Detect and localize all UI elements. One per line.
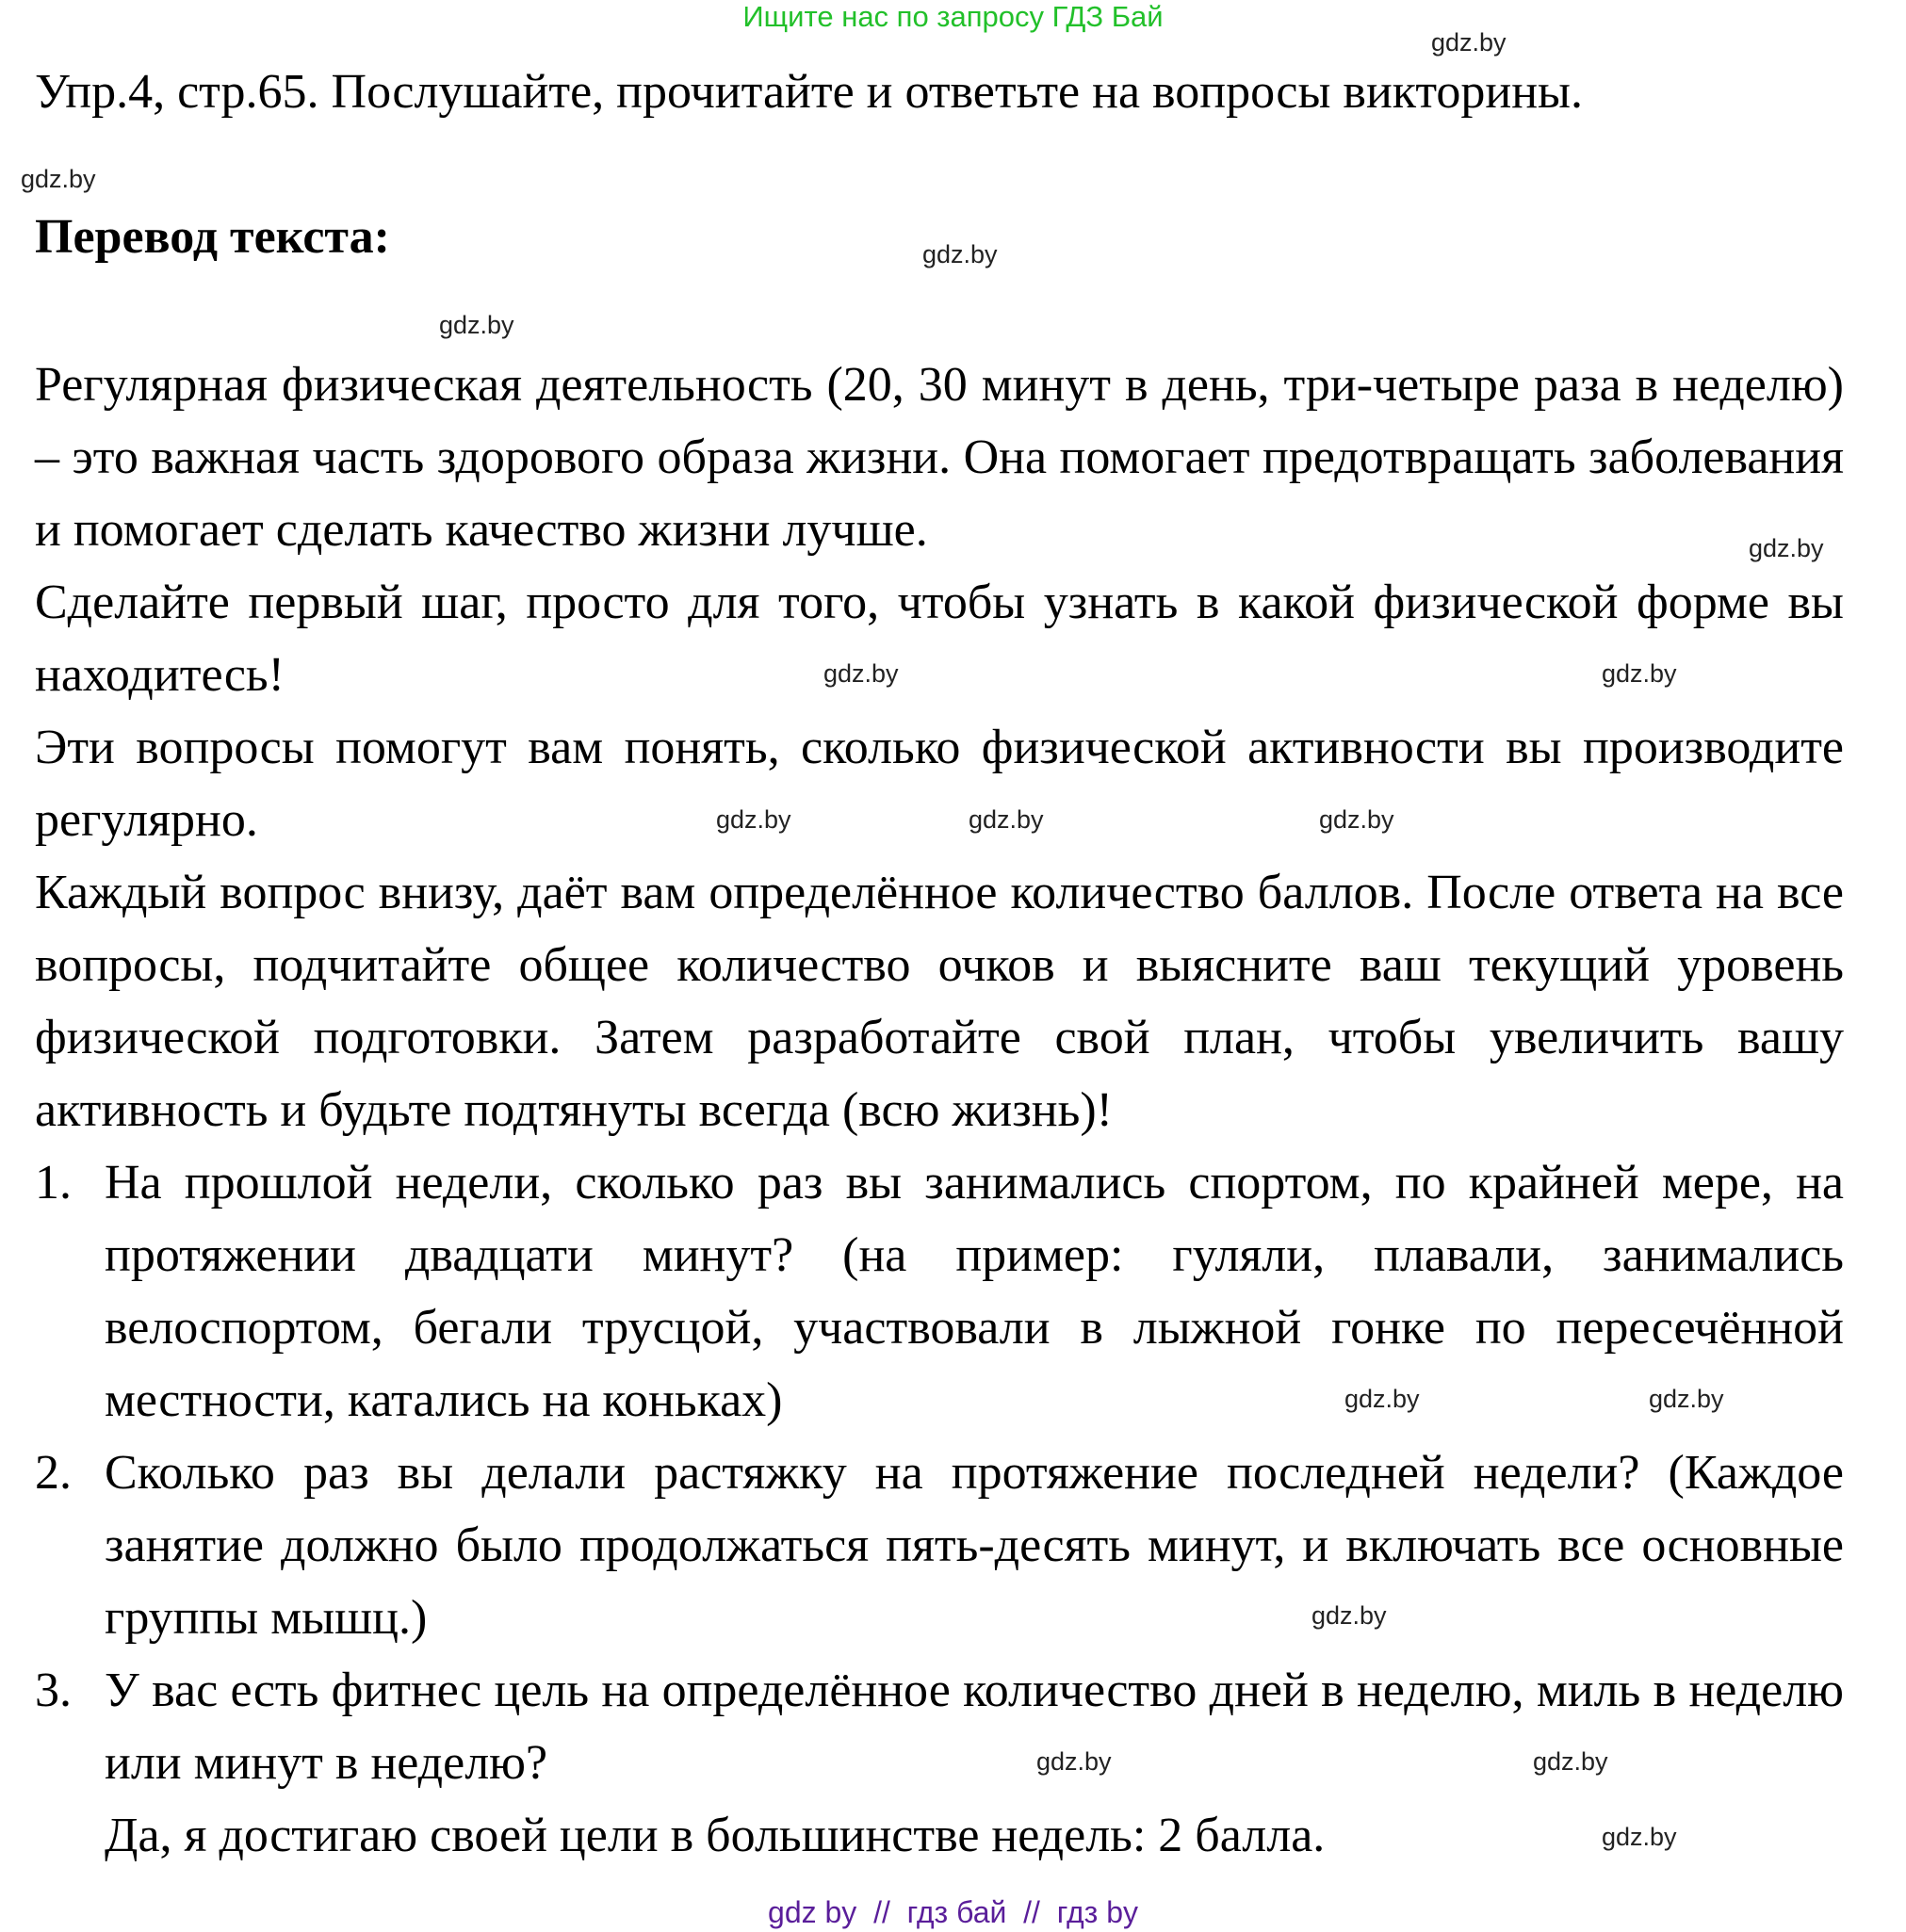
search-banner: Ищите нас по запросу ГДЗ Бай: [742, 0, 1164, 33]
watermark: gdz.by: [1533, 1747, 1608, 1776]
paragraph: Каждый вопрос внизу, даёт вам определённое количество баллов. После ответа на все вопросы, подчитайте общее количество очков и выясните ваш текущий уровень физической подготовки. Затем разработайте свой план, чтобы увеличить вашу активность и будьте подтянуты всегда (всю жизнь)!: [35, 866, 1844, 1137]
question-item: [35, 1437, 1844, 1654]
watermark: gdz.by: [716, 805, 791, 834]
question-text: У вас есть фитнес цель на определённое количество дней в неделю, миль в неделю или минут в неделю?: [105, 1664, 1844, 1790]
watermark: gdz.by: [1431, 28, 1507, 57]
watermark: gdz.by: [922, 240, 998, 268]
question-text: Сколько раз вы делали растяжку на протяжение последней недели? (Каждое занятие должно было продолжаться пять-десять минут, и включать все основные группы мышц.): [105, 1446, 1844, 1645]
question-text: На прошлой недели, сколько раз вы занимались спортом, по крайней мере, на протяжении двадцати минут? (на пример: гуляли, плавали, занимались велоспортом, бегали трусцой, участвовали в лыжной гонке по пересечённой местности, катались на коньках): [105, 1156, 1844, 1427]
watermark: gdz.by: [1036, 1747, 1112, 1776]
watermark: gdz.by: [1602, 659, 1677, 688]
watermark: gdz.by: [1311, 1601, 1387, 1630]
translation-heading: Перевод текста:: [35, 210, 390, 264]
paragraph: Сделайте первый шаг, просто для того, чтобы узнать в какой физической форме вы находитесь!: [35, 576, 1844, 702]
translation-text: [35, 349, 1844, 1872]
question-item: [35, 1654, 1844, 1799]
watermark: gdz.by: [1344, 1385, 1420, 1413]
exercise-title: Упр.4, стр.65. Послушайте, прочитайте и ответьте на вопросы викторины.: [35, 65, 1583, 119]
question-number: 2.: [35, 1446, 72, 1500]
watermark: gdz.by: [823, 659, 899, 688]
question-item: [35, 1146, 1844, 1437]
paragraph: Регулярная физическая деятельность (20, 30 минут в день, три-четыре раза в неделю) – это важная часть здорового образа жизни. Она помогает предотвращать заболевания и помогает сделать качество жизни лучше.: [35, 358, 1844, 557]
answer-text: Да, я достигаю своей цели в большинстве недель: 2 балла.: [105, 1809, 1326, 1862]
watermark: gdz.by: [439, 311, 514, 339]
watermark: gdz.by: [1749, 534, 1824, 562]
question-number: 3.: [35, 1664, 72, 1717]
watermark: gdz.by: [969, 805, 1044, 834]
question-number: 1.: [35, 1156, 72, 1210]
watermark: gdz.by: [21, 165, 96, 193]
watermark: gdz.by: [1602, 1823, 1677, 1851]
watermark: gdz.by: [1319, 805, 1394, 834]
watermark: gdz.by: [1649, 1385, 1724, 1413]
footer-links: gdz by // гдз бай // гдз by: [768, 1895, 1138, 1929]
paragraph: Эти вопросы помогут вам понять, сколько физической активности вы производите регулярно.: [35, 721, 1844, 847]
